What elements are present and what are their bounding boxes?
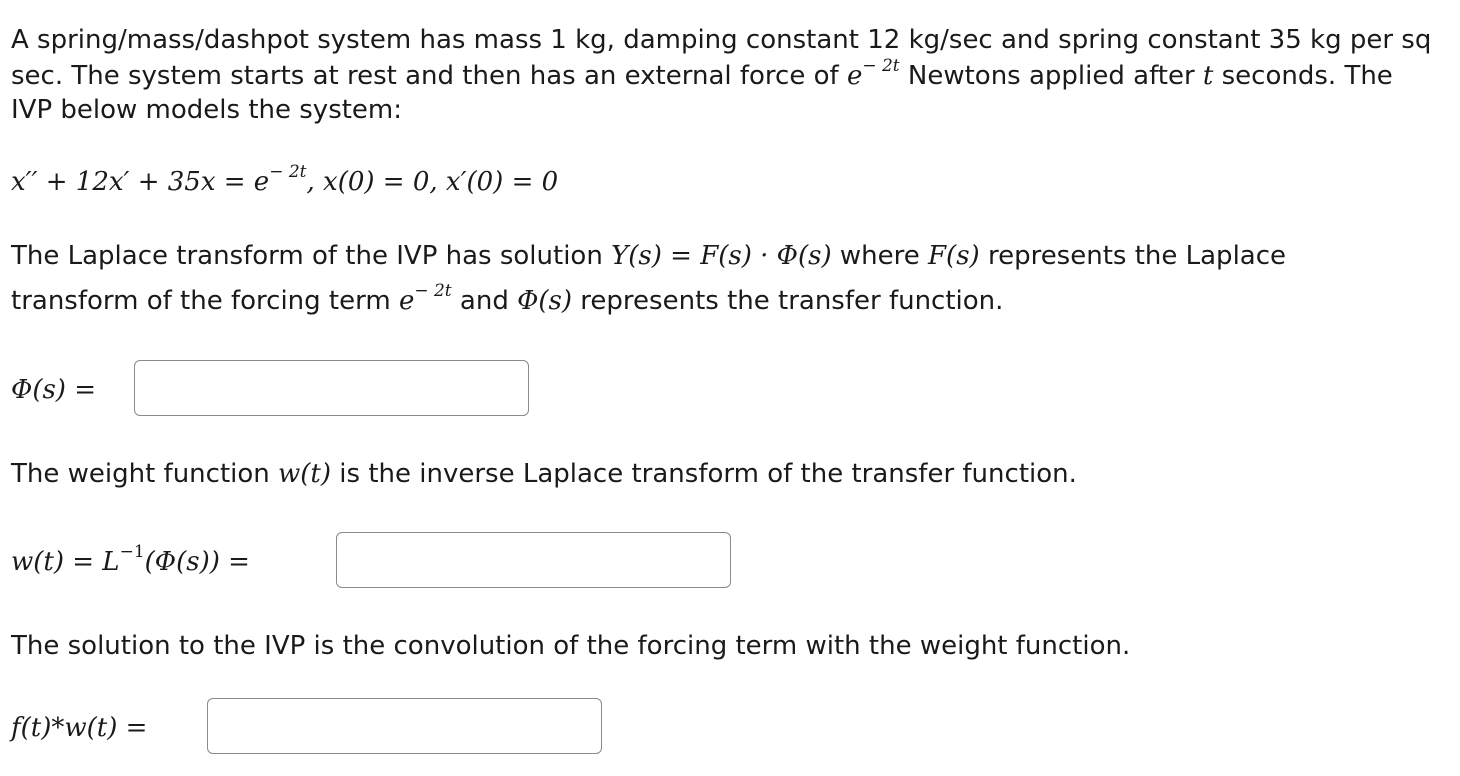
problem-statement-text: sec. The system starts at rest and then has an external force of [11,61,847,91]
laplace-solution-math: Y(s) = F(s) · Φ(s) [611,241,832,271]
convolution-label [11,710,147,746]
laplace-text-line-1 [11,238,1286,274]
laplace-text: The Laplace transform of the IVP has solution [11,241,612,271]
inverse-exponent: −1 [119,542,145,562]
laplace-text: transform of the forcing term [11,286,399,316]
weight-function-label [11,544,250,583]
forcing-transform-math: F(s) [928,241,980,271]
transfer-function-label-text: Φ(s) = [11,375,96,405]
transfer-function-input[interactable] [134,360,529,416]
forcing-exponent: − 2t [862,56,900,76]
problem-statement-text: Newtons applied after [899,61,1203,91]
forcing-exponent: − 2t [414,281,452,301]
laplace-text: and [451,286,518,316]
weight-label-tail: (Φ(s)) = [144,547,250,577]
transfer-function-math: Φ(s) [517,286,573,316]
convolution-label-text: f(t)*w(t) = [11,713,148,743]
weight-function-input[interactable] [336,532,731,588]
transfer-function-label [11,372,96,408]
ivp-initial-conditions: , x(0) = 0, x′(0) = 0 [306,167,559,197]
laplace-text: represents the Laplace [979,241,1287,271]
convolution-input[interactable] [207,698,602,754]
laplace-text: where [831,241,929,271]
convolution-text: The solution to the IVP is the convolution of the forcing term with the weight function. [11,631,1131,661]
laplace-text: represents the transfer function. [572,286,1004,316]
problem-statement-text: seconds. The [1213,61,1393,91]
weight-text: is the inverse Laplace transform of the transfer function. [331,459,1077,489]
weight-function-math: w(t) [278,459,332,489]
forcing-base: e [846,61,863,91]
laplace-text-line-2 [11,283,1003,322]
ivp-equation [11,164,558,203]
problem-statement-line-1: A spring/mass/dashpot system has mass 1 kg, damping constant 12 kg/sec and spring constant 35 kg per sq [11,25,1432,55]
forcing-base: e [398,286,415,316]
weight-function-text [11,456,1077,492]
ivp-forcing-exponent: − 2t [269,162,307,182]
problem-statement-line-3: IVP below models the system: [11,95,403,125]
ivp-lhs: x′′ + 12x′ + 35x = e [11,167,270,197]
weight-label-main: w(t) = L [11,547,120,577]
weight-text: The weight function [11,459,279,489]
time-variable: t [1202,61,1214,91]
